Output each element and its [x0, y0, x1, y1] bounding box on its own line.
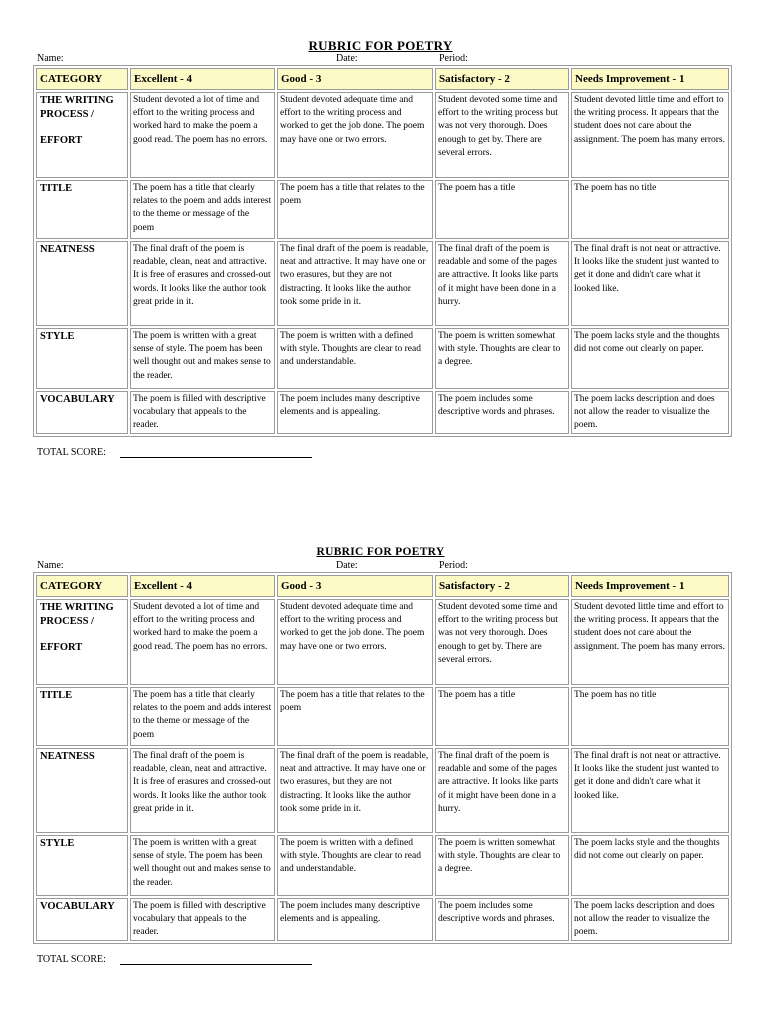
category-cell: [36, 748, 128, 833]
cell-excellent: The final draft of the poem is readable, clean, neat and attractive. It is free of erasures and crossed-out words. It looks like the author took great pride in it.: [130, 748, 275, 833]
cell-needs-improvement: Student devoted little time and effort to the writing process. It appears that the student does not care about the assignment. The poem has many errors.: [571, 92, 729, 178]
cell-excellent: The poem has a title that clearly relates to the poem and adds interest to the theme or message of the poem: [130, 687, 275, 746]
header-good: Good - 3: [277, 68, 433, 90]
cell-good: The poem is written with a defined with style. Thoughts are clear to read and understandable.: [277, 835, 433, 896]
category-cell: [36, 835, 128, 896]
category-label: STYLE: [40, 838, 75, 849]
category-cell: [36, 241, 128, 326]
rubric-bottom: [33, 545, 728, 967]
cell-excellent: The poem is written with a great sense of style. The poem has been well thought out and makes sense to the reader.: [130, 328, 275, 389]
cell-satisfactory: The poem is written somewhat with style. Thoughts are clear to a degree.: [435, 835, 569, 896]
table-row: [36, 898, 729, 941]
cell-satisfactory: The poem has a title: [435, 687, 569, 746]
period-label: Period:: [439, 560, 468, 571]
category-label: EFFORT: [40, 135, 83, 146]
category-cell: [36, 687, 128, 746]
cell-needs-improvement: Student devoted little time and effort to the writing process. It appears that the student does not care about the assignment. The poem has many errors.: [571, 599, 729, 685]
table-row: [36, 599, 729, 685]
cell-excellent: Student devoted a lot of time and effort to the writing process and worked hard to make the poem a good read. The poem has no errors.: [130, 92, 275, 178]
table-row: [36, 391, 729, 434]
cell-satisfactory: The poem is written somewhat with style. Thoughts are clear to a degree.: [435, 328, 569, 389]
table-row: [36, 92, 729, 178]
category-cell: [36, 391, 128, 434]
category-cell: [36, 92, 128, 178]
cell-good: The poem is written with a defined with style. Thoughts are clear to read and understandable.: [277, 328, 433, 389]
header-excellent: Excellent - 4: [130, 575, 275, 597]
name-label: Name:: [37, 560, 64, 571]
cell-needs-improvement: The poem has no title: [571, 687, 729, 746]
table-row: [36, 835, 729, 896]
cell-needs-improvement: The final draft is not neat or attractive. It looks like the student just wanted to get it done and didn't care what it looked like.: [571, 748, 729, 833]
cell-excellent: The final draft of the poem is readable, clean, neat and attractive. It is free of erasures and crossed-out words. It looks like the author took great pride in it.: [130, 241, 275, 326]
category-label: THE WRITING PROCESS /: [40, 602, 114, 627]
cell-good: The final draft of the poem is readable, neat and attractive. It may have one or two erasures, but they are not distracting. It looks like the author took some pride in it.: [277, 748, 433, 833]
category-cell: [36, 328, 128, 389]
total-score-blank: [120, 964, 312, 965]
category-label: VOCABULARY: [40, 901, 115, 912]
name-label: Name:: [37, 53, 64, 64]
cell-good: The poem includes many descriptive elements and is appealing.: [277, 898, 433, 941]
total-score-blank: [120, 457, 312, 458]
cell-excellent: The poem has a title that clearly relates to the poem and adds interest to the theme or message of the poem: [130, 180, 275, 239]
category-cell: [36, 180, 128, 239]
category-label: EFFORT: [40, 642, 83, 653]
table-row: [36, 328, 729, 389]
cell-satisfactory: Student devoted some time and effort to the writing process but was not very thorough. Does enough to get by. There are several errors.: [435, 599, 569, 685]
rubric-table-body: [36, 575, 729, 941]
cell-needs-improvement: The poem has no title: [571, 180, 729, 239]
category-cell: [36, 599, 128, 685]
rubric-top: [33, 38, 728, 460]
category-label: TITLE: [40, 690, 73, 701]
total-score-line: [33, 446, 728, 460]
cell-needs-improvement: The poem lacks style and the thoughts did not come out clearly on paper.: [571, 328, 729, 389]
cell-needs-improvement: The poem lacks description and does not allow the reader to visualize the poem.: [571, 391, 729, 434]
header-category: CATEGORY: [36, 575, 128, 597]
header-good: Good - 3: [277, 575, 433, 597]
cell-satisfactory: The final draft of the poem is readable and some of the pages are attractive. It looks like parts of it might have been done in a hurry.: [435, 241, 569, 326]
date-label: Date:: [336, 53, 358, 64]
cell-needs-improvement: The final draft is not neat or attractive. It looks like the student just wanted to get it done and didn't care what it looked like.: [571, 241, 729, 326]
category-label: VOCABULARY: [40, 394, 115, 405]
cell-excellent: The poem is filled with descriptive vocabulary that appeals to the reader.: [130, 898, 275, 941]
category-label: NEATNESS: [40, 751, 95, 762]
rubric-title: RUBRIC FOR POETRY: [316, 546, 445, 558]
rubric-table: [33, 572, 732, 944]
header-row: [36, 68, 729, 90]
rubric-title: RUBRIC FOR POETRY: [308, 38, 453, 53]
header-needs-improvement: Needs Improvement - 1: [571, 68, 729, 90]
header-row: [36, 575, 729, 597]
table-row: [36, 687, 729, 746]
category-label: STYLE: [40, 331, 75, 342]
header-category: CATEGORY: [36, 68, 128, 90]
category-label: THE WRITING PROCESS /: [40, 95, 114, 120]
cell-good: The final draft of the poem is readable, neat and attractive. It may have one or two erasures, but they are not distracting. It looks like the author took some pride in it.: [277, 241, 433, 326]
cell-good: Student devoted adequate time and effort to the writing process and worked to get the job done. The poem may have one or two errors.: [277, 599, 433, 685]
header-needs-improvement: Needs Improvement - 1: [571, 575, 729, 597]
rubric-table-body: [36, 68, 729, 434]
cell-satisfactory: The final draft of the poem is readable and some of the pages are attractive. It looks like parts of it might have been done in a hurry.: [435, 748, 569, 833]
table-row: [36, 748, 729, 833]
category-cell: [36, 898, 128, 941]
cell-needs-improvement: The poem lacks description and does not allow the reader to visualize the poem.: [571, 898, 729, 941]
cell-good: The poem has a title that relates to the poem: [277, 687, 433, 746]
cell-good: The poem includes many descriptive elements and is appealing.: [277, 391, 433, 434]
category-label: TITLE: [40, 183, 73, 194]
cell-satisfactory: Student devoted some time and effort to the writing process but was not very thorough. Does enough to get by. There are several errors.: [435, 92, 569, 178]
total-score-label: TOTAL SCORE:: [37, 954, 106, 965]
cell-satisfactory: The poem has a title: [435, 180, 569, 239]
category-gap: [40, 628, 125, 641]
cell-needs-improvement: The poem lacks style and the thoughts did not come out clearly on paper.: [571, 835, 729, 896]
total-score-line: [33, 953, 728, 967]
header-excellent: Excellent - 4: [130, 68, 275, 90]
cell-excellent: Student devoted a lot of time and effort to the writing process and worked hard to make the poem a good read. The poem has no errors.: [130, 599, 275, 685]
cell-excellent: The poem is filled with descriptive vocabulary that appeals to the reader.: [130, 391, 275, 434]
category-label: NEATNESS: [40, 244, 95, 255]
total-score-label: TOTAL SCORE:: [37, 447, 106, 458]
student-info-line: [33, 560, 728, 572]
period-label: Period:: [439, 53, 468, 64]
date-label: Date:: [336, 560, 358, 571]
cell-satisfactory: The poem includes some descriptive words and phrases.: [435, 898, 569, 941]
cell-satisfactory: The poem includes some descriptive words and phrases.: [435, 391, 569, 434]
cell-good: The poem has a title that relates to the poem: [277, 180, 433, 239]
rubric-table: [33, 65, 732, 437]
table-row: [36, 180, 729, 239]
header-satisfactory: Satisfactory - 2: [435, 575, 569, 597]
cell-good: Student devoted adequate time and effort to the writing process and worked to get the job done. The poem may have one or two errors.: [277, 92, 433, 178]
student-info-line: [33, 53, 728, 65]
cell-excellent: The poem is written with a great sense of style. The poem has been well thought out and makes sense to the reader.: [130, 835, 275, 896]
category-gap: [40, 121, 125, 134]
header-satisfactory: Satisfactory - 2: [435, 68, 569, 90]
table-row: [36, 241, 729, 326]
